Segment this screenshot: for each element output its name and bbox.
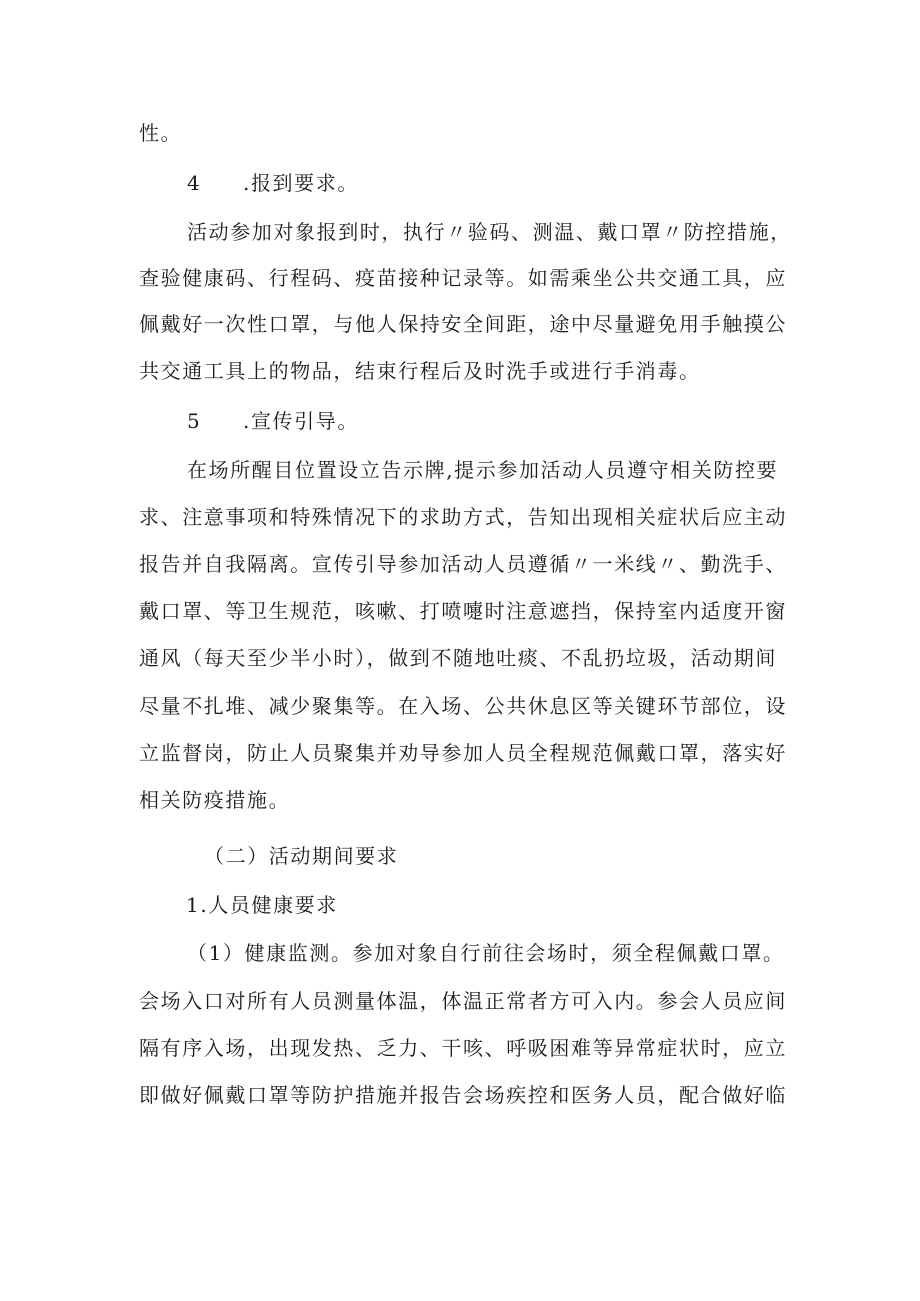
paragraph-line: 立监督岗，防止人员聚集并劝导参加人员全程规范佩戴口罩，落实好 — [139, 741, 787, 765]
paragraph-line: 佩戴好一次性口罩，与他人保持安全间距，途中尽量避免用手触摸公 — [139, 312, 787, 336]
paragraph-line: 隔有序入场，出现发热、乏力、干咳、呼吸困难等异常症状时，应立 — [139, 1036, 787, 1060]
paragraph-line: 会场入口对所有人员测量体温，体温正常者方可入内。参会人员应间 — [139, 989, 787, 1013]
paragraph-line: 尽量不扎堆、减少聚集等。在入场、公共休息区等关键环节部位，设 — [139, 694, 787, 718]
paragraph-line: 即做好佩戴口罩等防护措施并报告会场疾控和医务人员，配合做好临 — [139, 1083, 787, 1107]
paragraph-line: 求、注意事项和特殊情况下的求助方式，告知出现相关症状后应主动 — [139, 505, 787, 529]
paragraph-line: 性。 — [139, 121, 183, 145]
paragraph-line: 戴口罩、等卫生规范，咳嗽、打喷嚏时注意遮挡，保持室内适度开窗 — [139, 599, 787, 623]
paragraph-line: （1）健康监测。参加对象自行前往会场时，须全程佩戴口罩。 — [187, 941, 785, 965]
paragraph-line: 报告并自我隔离。宣传引导参加活动人员遵循〃一米线〃、勤洗手、 — [139, 552, 787, 576]
paragraph-line: 相关防疫措施。 — [139, 788, 291, 812]
item-heading: 1.人员健康要求 — [186, 893, 338, 917]
paragraph-line: 共交通工具上的物品，结束行程后及时洗手或进行手消毒。 — [139, 359, 701, 383]
heading-title: .报到要求。 — [243, 171, 359, 195]
paragraph-line: 活动参加对象报到时，执行〃验码、测温、戴口罩〃防控措施， — [187, 220, 792, 244]
heading-number: 5 — [187, 409, 202, 433]
paragraph-line: 通风（每天至少半小时），做到不随地吐痰、不乱扔垃圾，活动期间 — [139, 646, 777, 670]
paragraph-line: 查验健康码、行程码、疫苗接种记录等。如需乘坐公共交通工具，应 — [139, 266, 787, 290]
numbered-heading-4 — [187, 171, 847, 195]
section-heading: （二）活动期间要求 — [204, 844, 399, 868]
heading-number: 4 — [187, 171, 202, 195]
heading-title: .宣传引导。 — [243, 409, 359, 433]
paragraph-line: 在场所醒目位置设立告示牌,提示参加活动人员遵守相关防控要 — [187, 458, 779, 482]
numbered-heading-5 — [187, 409, 847, 433]
